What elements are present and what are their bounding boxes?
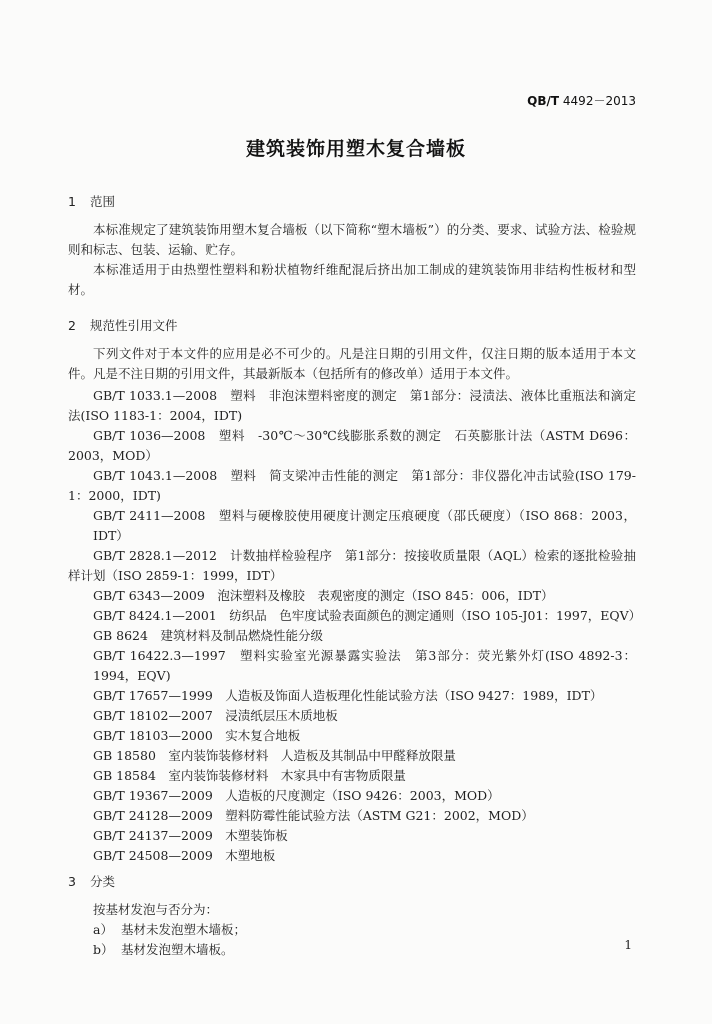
reference-item: GB/T 6343—2009 泡沫塑料及橡胶 表观密度的测定（ISO 845：006，IDT）: [93, 588, 554, 603]
section-title: 范围: [90, 194, 116, 209]
list-item-text: 基材未发泡塑木墙板；: [121, 922, 247, 937]
reference-item: GB/T 1043.1—2008 塑料 简支梁冲击性能的测定 第1部分：非仪器化冲击试验(ISO 179-1：2000，IDT): [68, 468, 636, 503]
standard-code-prefix: QB/T: [527, 94, 560, 108]
document-title: 建筑装饰用塑木复合墙板: [245, 138, 466, 160]
standard-code: [527, 92, 636, 109]
reference-list: [68, 386, 642, 866]
document-body: [68, 186, 642, 960]
reference-item: GB/T 24137—2009 木塑装饰板: [93, 828, 288, 843]
paragraph: 本标准适用于由热塑性塑料和粉状植物纤维配混后挤出加工制成的建筑装饰用非结构性板材和型材。: [68, 262, 636, 297]
section-title: 分类: [90, 874, 116, 889]
paragraph: 本标准规定了建筑装饰用塑木复合墙板（以下简称“塑木墙板”）的分类、要求、试验方法、检验规则和标志、包装、运输、贮存。: [68, 222, 636, 257]
reference-item: GB/T 1033.1—2008 塑料 非泡沫塑料密度的测定 第1部分：浸渍法、液体比重瓶法和滴定法(ISO 1183-1：2004，IDT): [68, 388, 636, 423]
paragraph: 按基材发泡与否分为：: [93, 902, 219, 917]
section-1-heading: [68, 192, 636, 212]
list-item-text: 基材发泡塑木墙板。: [121, 942, 234, 957]
section-3-heading: [68, 872, 636, 892]
section-title: 规范性引用文件: [90, 318, 178, 333]
reference-item: GB/T 1036—2008 塑料 -30℃～30℃线膨胀系数的测定 石英膨胀计法（ASTM D696：2003，MOD）: [68, 428, 636, 463]
reference-item: GB/T 24128—2009 塑料防霉性能试验方法（ASTM G21：2002，MOD）: [93, 808, 534, 823]
page-number: 1: [624, 938, 632, 952]
list-item-label: b）: [93, 942, 114, 957]
reference-item: GB/T 16422.3—1997 塑料实验室光源暴露实验法 第3部分：荧光紫外灯(ISO 4892-3：1994，EQV): [93, 648, 636, 683]
reference-item: GB/T 2411—2008 塑料与硬橡胶使用硬度计测定压痕硬度（邵氏硬度）（ISO 868：2003，IDT）: [93, 508, 636, 543]
reference-item: GB/T 24508—2009 木塑地板: [93, 848, 276, 863]
reference-item: GB/T 17657—1999 人造板及饰面人造板理化性能试验方法（ISO 9427：1989，IDT）: [93, 688, 603, 703]
section-number: 2: [68, 318, 76, 333]
reference-item: GB 8624 建筑材料及制品燃烧性能分级: [93, 628, 323, 643]
reference-item: GB/T 18102—2007 浸渍纸层压木质地板: [93, 708, 338, 723]
list-item: [93, 920, 636, 940]
section-2-heading: [68, 316, 636, 336]
reference-item: GB/T 19367—2009 人造板的尺度测定（ISO 9426：2003，MOD）: [93, 788, 500, 803]
classification-list: [68, 920, 636, 960]
reference-item: GB/T 18103—2000 实木复合地板: [93, 728, 301, 743]
reference-item: GB 18580 室内装饰装修材料 人造板及其制品中甲醛释放限量: [93, 748, 456, 763]
section-number: 3: [68, 874, 76, 889]
reference-item: GB 18584 室内装饰装修材料 木家具中有害物质限量: [93, 768, 406, 783]
paragraph: 下列文件对于本文件的应用是必不可少的。凡是注日期的引用文件，仅注日期的版本适用于本文件。凡是不注日期的引用文件，其最新版本（包括所有的修改单）适用于本文件。: [68, 346, 636, 381]
standard-code-number: 4492－2013: [559, 94, 636, 108]
section-number: 1: [68, 194, 76, 209]
reference-item: GB/T 2828.1—2012 计数抽样检验程序 第1部分：按接收质量限（AQL）检索的逐批检验抽样计划（ISO 2859-1：1999，IDT）: [68, 548, 636, 583]
list-item-label: a）: [93, 922, 113, 937]
list-item: [93, 940, 636, 960]
reference-item: GB/T 8424.1—2001 纺织品 色牢度试验表面颜色的测定通则（ISO 105-J01：1997，EQV）: [93, 608, 642, 623]
